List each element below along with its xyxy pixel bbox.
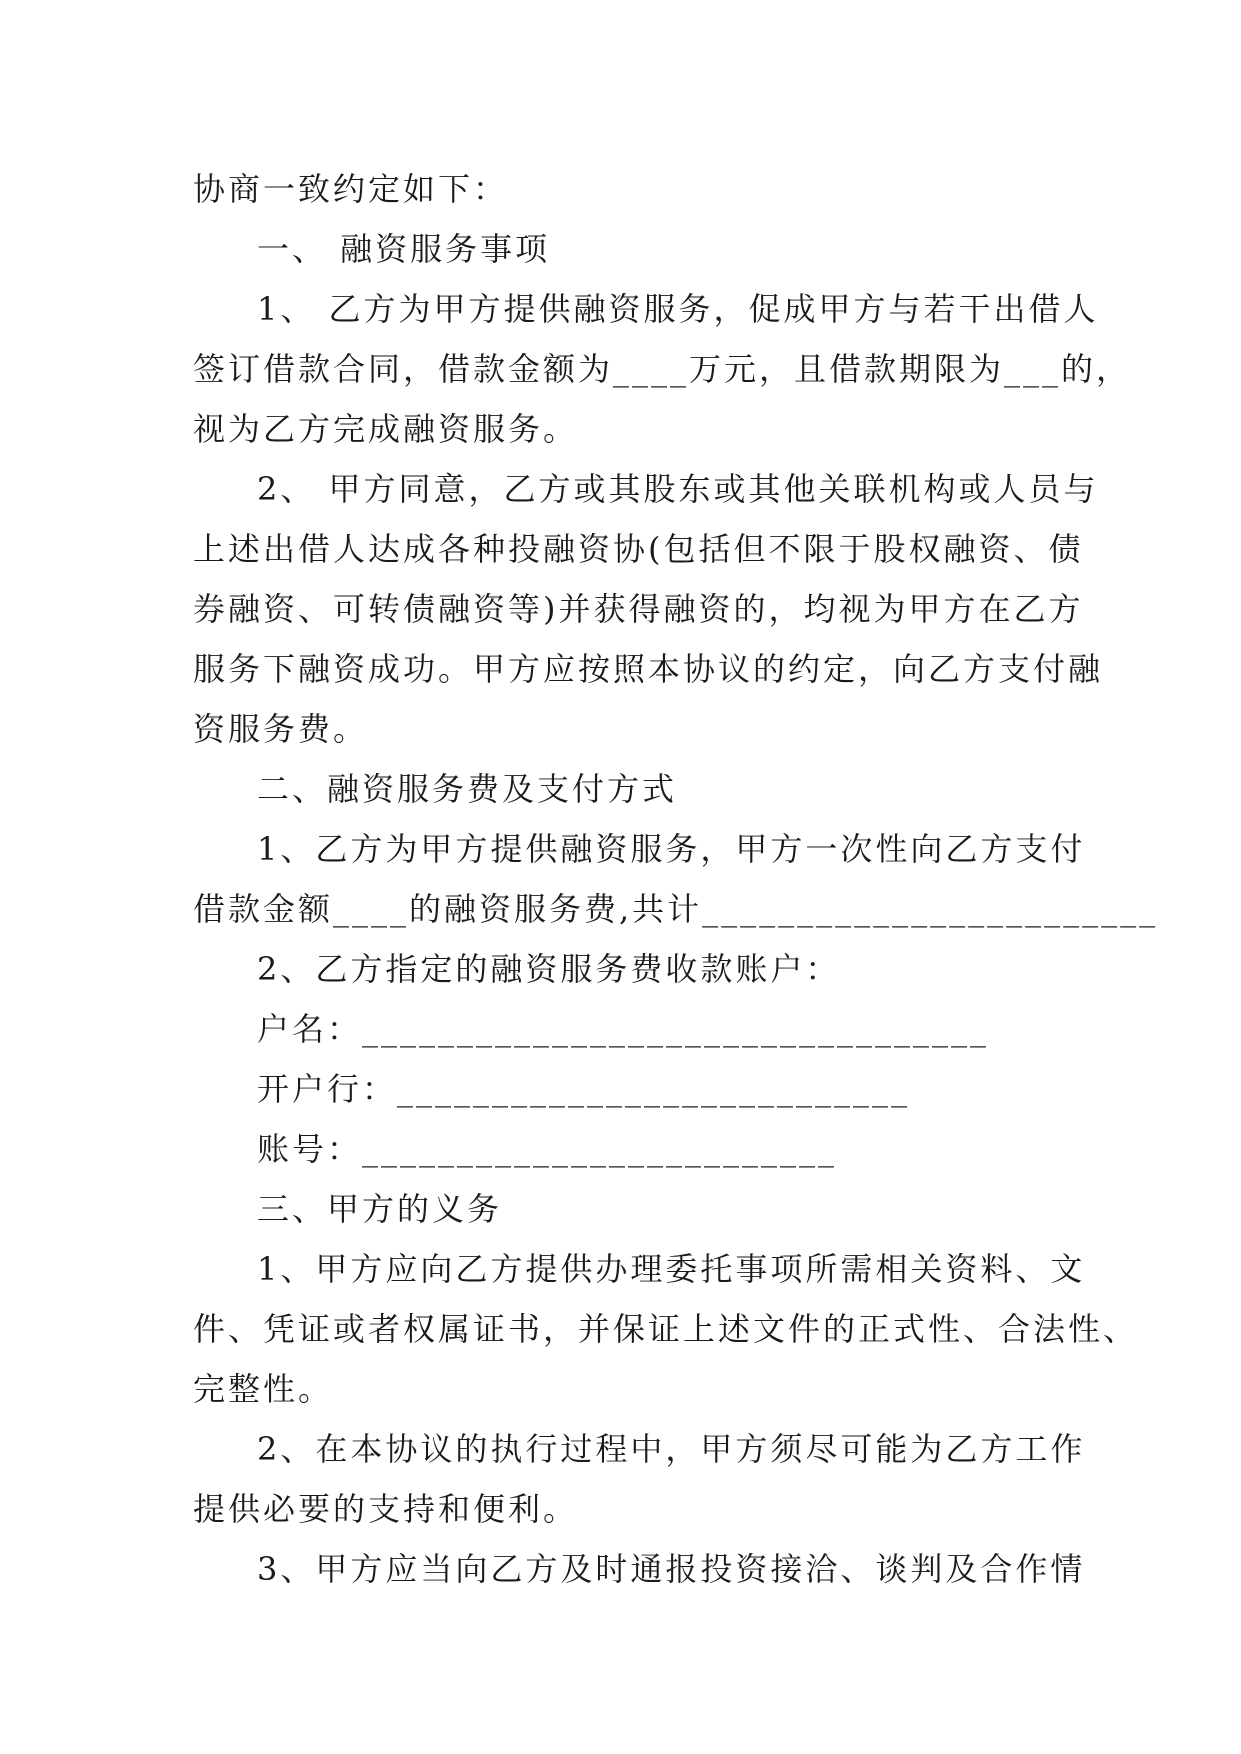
document-line: 3、甲方应当向乙方及时通报投资接洽、谈判及合作情 bbox=[257, 1550, 1086, 1588]
document-line: 券融资、可转债融资等)并获得融资的，均视为甲方在乙方 bbox=[193, 590, 1084, 628]
document-line: 1、 乙方为甲方提供融资服务，促成甲方与若干出借人 bbox=[257, 290, 1099, 328]
document-line: 完整性。 bbox=[193, 1370, 334, 1408]
document-line: 1、甲方应向乙方提供办理委托事项所需相关资料、文 bbox=[257, 1250, 1086, 1288]
document-line: 2、 甲方同意，乙方或其股东或其他关联机构或人员与 bbox=[257, 470, 1099, 508]
document-line: 一、 融资服务事项 bbox=[257, 230, 551, 268]
document-body bbox=[193, 159, 1159, 1599]
document-line: 三、甲方的义务 bbox=[257, 1190, 503, 1228]
document-line: 提供必要的支持和便利。 bbox=[193, 1490, 579, 1528]
document-line: 账号：_________________________ bbox=[257, 1130, 838, 1168]
document-line: 签订借款合同，借款金额为____万元，且借款期限为___的， bbox=[193, 350, 1132, 388]
document-line: 2、乙方指定的融资服务费收款账户： bbox=[257, 950, 841, 988]
document-line: 开户行：___________________________ bbox=[257, 1070, 911, 1108]
document-line: 1、乙方为甲方提供融资服务，甲方一次性向乙方支付 bbox=[257, 830, 1086, 868]
document-line: 资服务费。 bbox=[193, 710, 369, 748]
document-line: 视为乙方完成融资服务。 bbox=[193, 410, 579, 448]
document-line: 借款金额____的融资服务费,共计________________________ bbox=[193, 890, 1159, 928]
document-line: 二、融资服务费及支付方式 bbox=[257, 770, 678, 808]
document-line: 2、在本协议的执行过程中，甲方须尽可能为乙方工作 bbox=[257, 1430, 1086, 1468]
document-line: 协商一致约定如下： bbox=[193, 170, 509, 208]
document-line: 件、凭证或者权属证书，并保证上述文件的正式性、合法性、 bbox=[193, 1310, 1139, 1348]
document-line: 服务下融资成功。甲方应按照本协议的约定，向乙方支付融 bbox=[193, 650, 1104, 688]
document-line: 上述出借人达成各种投融资协(包括但不限于股权融资、债 bbox=[193, 530, 1084, 568]
document-line: 户名：_________________________________ bbox=[257, 1010, 990, 1048]
